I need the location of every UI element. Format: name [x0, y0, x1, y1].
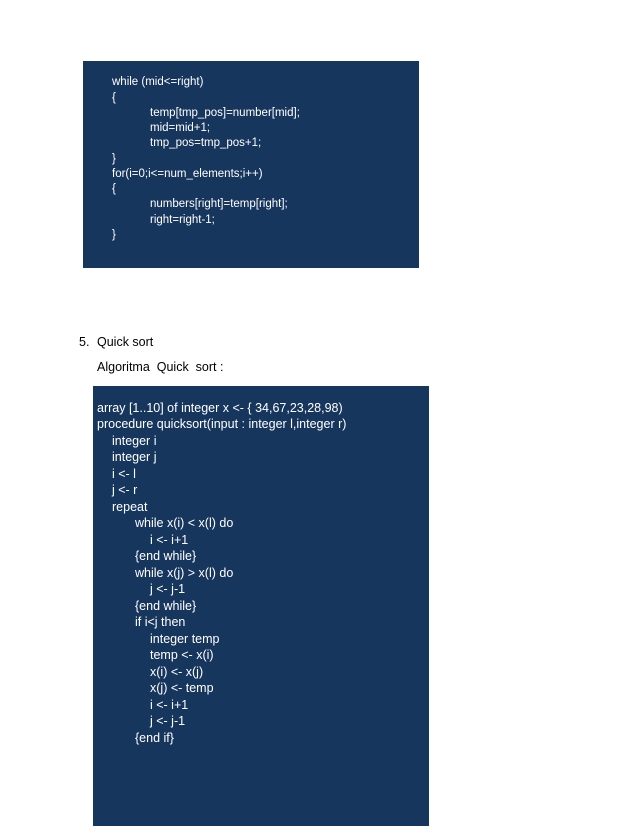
- code-line: j <- j-1: [150, 582, 186, 596]
- code-line: {end if}: [135, 731, 174, 745]
- code-line: numbers[right]=temp[right];: [150, 198, 288, 210]
- code-line: tmp_pos=tmp_pos+1;: [150, 137, 262, 149]
- code-line: if i<j then: [135, 615, 186, 629]
- code-line: j <- j-1: [150, 714, 186, 728]
- code-line: right=right-1;: [150, 214, 215, 226]
- code-line: }: [112, 153, 116, 165]
- code-line: {: [112, 183, 116, 195]
- code-line: temp <- x(i): [150, 648, 214, 662]
- code-line: j <- r: [112, 483, 138, 497]
- code-line: {end while}: [135, 599, 197, 613]
- code-line: while x(j) > x(l) do: [135, 566, 234, 580]
- code-line: }: [112, 229, 116, 241]
- code-line: array [1..10] of integer x <- { 34,67,23,28,98): [97, 401, 343, 415]
- code-line: i <- l: [112, 467, 136, 481]
- code-line: integer temp: [150, 632, 220, 646]
- code-line: {end while}: [135, 549, 197, 563]
- code-line: {: [112, 92, 116, 104]
- code-line: mid=mid+1;: [150, 122, 211, 134]
- code-line: integer i: [112, 434, 157, 448]
- section-title: Quick sort: [97, 335, 154, 349]
- code-line: temp[tmp_pos]=number[mid];: [150, 107, 300, 119]
- section-number: 5.: [79, 335, 90, 349]
- code-line: repeat: [112, 500, 148, 514]
- code-line: x(i) <- x(j): [150, 665, 204, 679]
- code-line: while x(i) < x(l) do: [135, 516, 234, 530]
- code-line: for(i=0;i<=num_elements;i++): [112, 168, 263, 180]
- code-line: while (mid<=right): [112, 76, 204, 88]
- code-line: integer j: [112, 450, 157, 464]
- code-line: i <- i+1: [150, 698, 189, 712]
- code-line: procedure quicksort(input : integer l,integer r): [97, 417, 347, 431]
- quick-sort-code-block: [93, 386, 429, 826]
- code-line: i <- i+1: [150, 533, 189, 547]
- merge-sort-code-block: [83, 61, 419, 268]
- code-line: x(j) <- temp: [150, 681, 214, 695]
- section-subtitle: Algoritma Quick sort :: [97, 360, 224, 374]
